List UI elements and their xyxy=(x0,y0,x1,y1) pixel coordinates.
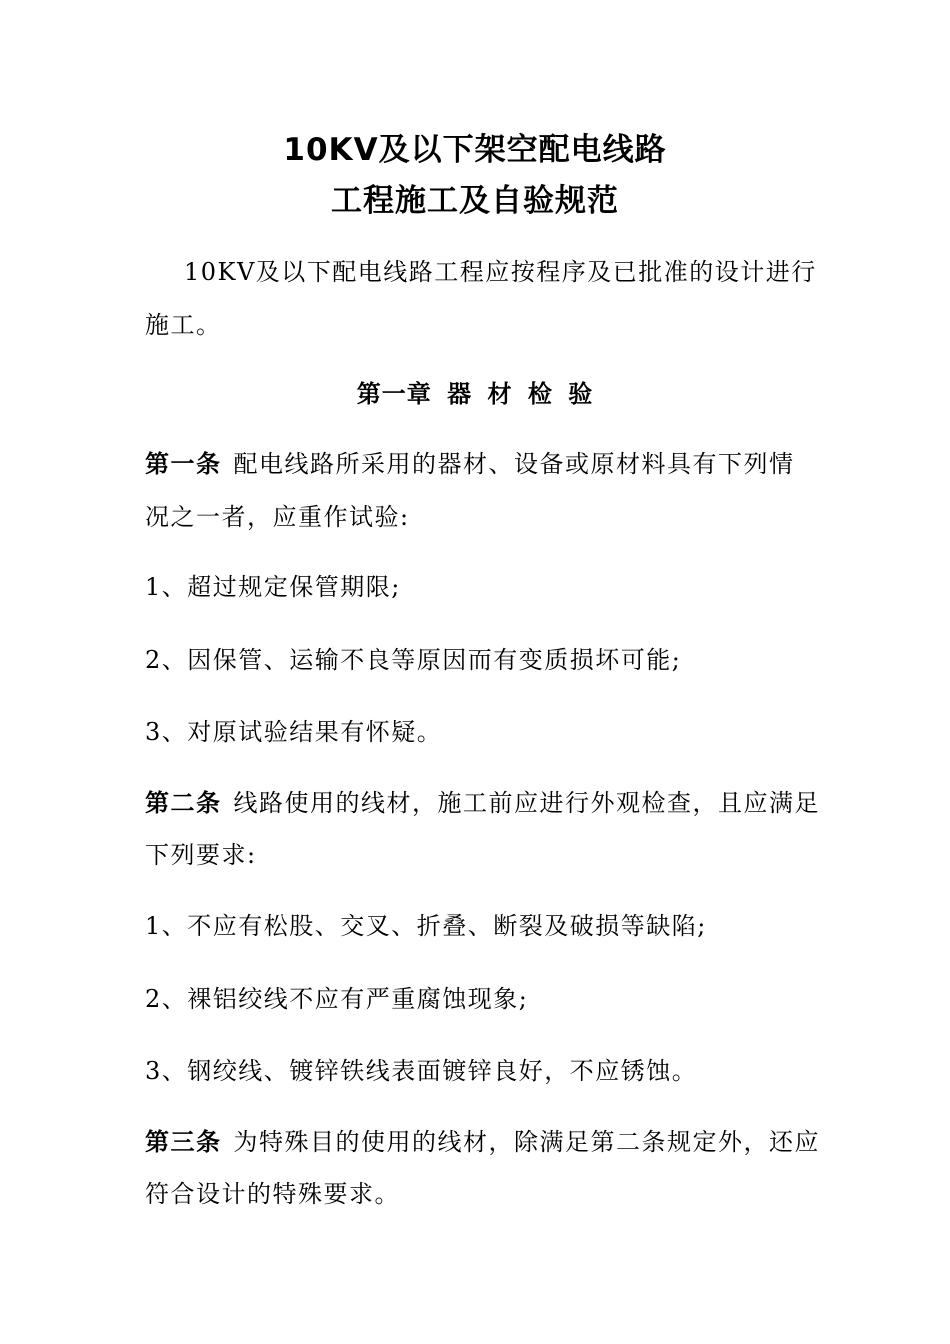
article-1-label: 第一条 xyxy=(145,449,222,478)
document-title-line-2: 工程施工及自验规范 xyxy=(331,183,619,219)
article-1-item-2: 2、因保管、运输不良等原因而有变质损坏可能; xyxy=(145,646,682,674)
article-1-line-2: 况之一者，应重作试验: xyxy=(145,503,410,531)
article-2-item-1: 1、不应有松股、交叉、折叠、断裂及破损等缺陷; xyxy=(145,912,707,940)
article-1-line-1 xyxy=(145,448,795,480)
chapter-heading: 第一章 器 材 检 验 xyxy=(356,379,594,408)
article-2-label: 第二条 xyxy=(145,788,222,817)
article-2-item-2: 2、裸铝绞线不应有严重腐蚀现象; xyxy=(145,985,529,1013)
article-2-line-2: 下列要求: xyxy=(145,841,257,869)
article-3-text: 为特殊目的使用的线材，除满足第二条规定外，还应 xyxy=(233,1128,820,1156)
article-1-text: 配电线路所采用的器材、设备或原材料具有下列情 xyxy=(233,450,795,478)
article-1-item-1: 1、超过规定保管期限; xyxy=(145,573,401,601)
article-2-text: 线路使用的线材，施工前应进行外观检查，且应满足 xyxy=(233,789,820,817)
article-2-line-1 xyxy=(145,787,820,819)
article-2-item-3: 3、钢绞线、镀锌铁线表面镀锌良好，不应锈蚀。 xyxy=(145,1057,698,1085)
intro-paragraph-line-2: 施工。 xyxy=(145,311,222,339)
article-3-label: 第三条 xyxy=(145,1127,222,1156)
article-3-line-1 xyxy=(145,1126,820,1158)
article-1-item-3: 3、对原试验结果有怀疑。 xyxy=(145,718,443,746)
article-3-line-2: 符合设计的特殊要求。 xyxy=(145,1180,400,1208)
intro-paragraph-line-1: 10KV及以下配电线路工程应按程序及已批准的设计进行 xyxy=(184,258,817,286)
document-title-line-1: 10KV及以下架空配电线路 xyxy=(283,132,667,168)
